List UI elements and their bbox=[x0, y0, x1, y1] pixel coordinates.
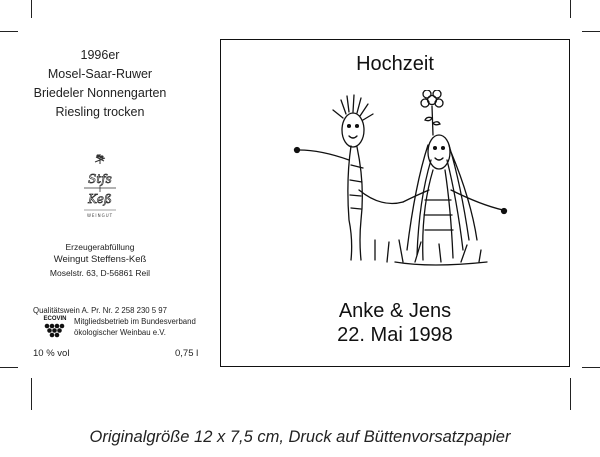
association-line-2: ökologischer Weinbau e.V. bbox=[74, 328, 166, 337]
vintage: 1996er bbox=[80, 48, 120, 62]
estate-name: Weingut Steffens-Keß bbox=[53, 254, 147, 265]
crop-mark-bottom-left-v bbox=[31, 378, 32, 410]
region: Mosel-Saar-Ruwer bbox=[47, 67, 153, 81]
quality-number: Qualitätswein A. Pr. Nr. 2 258 230 5 97 bbox=[33, 306, 167, 315]
estate-address: Moselstr. 63, D-56861 Reil bbox=[49, 268, 151, 278]
producer-logo-icon bbox=[80, 152, 120, 222]
couple-names: Anke & Jens bbox=[338, 300, 452, 322]
association-line-1: Mitgliedsbetrieb im Bundesverband bbox=[74, 317, 196, 326]
svg-text:WEINGUT: WEINGUT bbox=[86, 213, 114, 218]
bottler-label: Erzeugerabfüllung bbox=[65, 242, 135, 252]
bottle-volume: 0,75 l bbox=[175, 348, 199, 359]
vineyard: Briedeler Nonnengarten bbox=[33, 86, 167, 100]
wedding-title: Hochzeit bbox=[356, 53, 434, 75]
crop-mark-bottom-right-v bbox=[570, 378, 571, 410]
caption: Originalgröße 12 x 7,5 cm, Druck auf Büttenvorsatzpapier bbox=[89, 428, 511, 446]
crop-mark-top-left-h bbox=[0, 31, 18, 32]
grape-variety: Riesling trocken bbox=[55, 105, 145, 119]
wedding-date: 22. Mai 1998 bbox=[337, 324, 453, 346]
grape-icon bbox=[39, 323, 71, 339]
crop-mark-top-right-v bbox=[570, 0, 571, 18]
ecovin-logo-text: ECOVIN bbox=[43, 316, 67, 322]
svg-text:Stfs: Stfs bbox=[88, 172, 112, 186]
crop-mark-top-right-h bbox=[582, 31, 600, 32]
crop-mark-bottom-right-h bbox=[582, 367, 600, 368]
alcohol-content: 10 % vol bbox=[33, 348, 70, 359]
producer-logo bbox=[80, 152, 120, 222]
couple-drawing bbox=[291, 90, 511, 270]
crop-mark-bottom-left-h bbox=[0, 367, 18, 368]
ecovin-logo bbox=[39, 316, 71, 340]
crop-mark-top-left-v bbox=[31, 0, 32, 18]
wedding-label-frame bbox=[220, 39, 570, 367]
svg-text:Keß: Keß bbox=[88, 192, 112, 206]
